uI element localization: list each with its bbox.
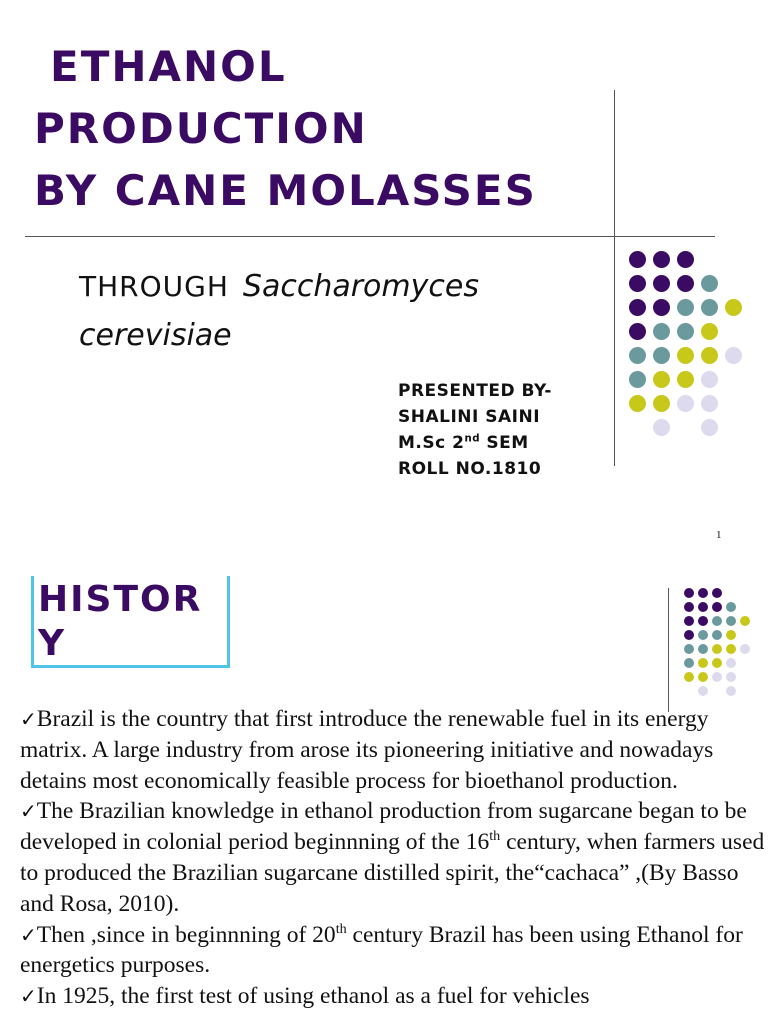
history-title: HISTORY bbox=[38, 579, 203, 664]
title-line-1: ETHANOL bbox=[50, 42, 287, 91]
decorative-dot bbox=[701, 419, 718, 436]
decorative-dot bbox=[701, 299, 718, 316]
decorative-dot bbox=[740, 616, 750, 626]
paragraph-text: century Brazil has been using Ethanol for energetics purposes. bbox=[20, 921, 743, 979]
page-number: 1 bbox=[716, 529, 722, 541]
paragraph-text: century, when farmers used to produced the Brazilian sugarcane distilled spirit, the“cachaca” ,(By Basso and Rosa, 2010). bbox=[20, 829, 765, 917]
decorative-dot bbox=[684, 644, 694, 654]
decorative-dot bbox=[684, 672, 694, 682]
decorative-dot bbox=[698, 588, 708, 598]
decorative-dot bbox=[698, 686, 708, 696]
decorative-dot bbox=[725, 347, 742, 364]
decorative-dot bbox=[726, 630, 736, 640]
decorative-dot bbox=[712, 602, 722, 612]
paragraph-text: Then ,since in beginnning of 20 bbox=[36, 921, 336, 948]
decorative-dot bbox=[629, 347, 646, 364]
paragraph-text: In 1925, the first test of using ethanol as a fuel for vehicles bbox=[36, 983, 590, 1010]
species-epithet: cerevisiae bbox=[79, 318, 232, 353]
decorative-dot bbox=[629, 323, 646, 340]
decorative-dot bbox=[726, 616, 736, 626]
checkmark-icon: ✓ bbox=[20, 922, 37, 947]
decorative-dot bbox=[677, 251, 694, 268]
course-suffix: SEM bbox=[480, 433, 529, 453]
decorative-dot bbox=[701, 395, 718, 412]
decorative-dot bbox=[653, 251, 670, 268]
subtitle bbox=[79, 262, 579, 360]
decorative-dot bbox=[740, 644, 750, 654]
decorative-dot bbox=[698, 602, 708, 612]
history-paragraph bbox=[20, 920, 765, 982]
history-paragraph bbox=[20, 704, 765, 796]
decorative-dot bbox=[653, 419, 670, 436]
decorative-dot bbox=[684, 602, 694, 612]
decorative-dot bbox=[701, 347, 718, 364]
decorative-dot bbox=[698, 658, 708, 668]
decorative-dot bbox=[677, 275, 694, 292]
decorative-dot bbox=[698, 644, 708, 654]
decorative-dot bbox=[653, 371, 670, 388]
decorative-dot bbox=[712, 616, 722, 626]
decorative-dot bbox=[653, 347, 670, 364]
decorative-dot bbox=[726, 644, 736, 654]
decorative-dot bbox=[677, 323, 694, 340]
decorative-dot bbox=[653, 323, 670, 340]
decorative-dot bbox=[629, 395, 646, 412]
checkmark-icon: ✓ bbox=[20, 984, 37, 1009]
paragraph-text: The Brazilian knowledge in ethanol production from sugarcane began to be developed in colonial period beginnning of the 16 bbox=[20, 798, 747, 856]
history-body bbox=[20, 704, 765, 1012]
paragraph-text: Brazil is the country that first introduce the renewable fuel in its energy matrix. A large industry from arose its pioneering initiative and nowadays detains most economically feasible process for bioethanol production. bbox=[20, 706, 714, 794]
decorative-dot bbox=[698, 630, 708, 640]
checkmark-icon: ✓ bbox=[20, 707, 37, 731]
decorative-dot bbox=[684, 616, 694, 626]
decorative-dot bbox=[701, 371, 718, 388]
presenter-name: SHALINI SAINI bbox=[398, 407, 541, 427]
decorative-dot bbox=[653, 275, 670, 292]
decorative-dot bbox=[726, 672, 736, 682]
decorative-dot bbox=[726, 602, 736, 612]
history-paragraph bbox=[20, 796, 765, 919]
decorative-dot bbox=[701, 275, 718, 292]
decorative-dot bbox=[712, 672, 722, 682]
decorative-dot bbox=[701, 323, 718, 340]
roll-number: ROLL NO.1810 bbox=[398, 459, 542, 479]
decorative-dot bbox=[684, 658, 694, 668]
presented-by-label: PRESENTED BY- bbox=[398, 381, 552, 401]
decorative-dot bbox=[712, 588, 722, 598]
course-line bbox=[398, 430, 552, 456]
decorative-dot bbox=[677, 299, 694, 316]
superscript: th bbox=[489, 828, 501, 845]
decorative-dot bbox=[629, 251, 646, 268]
decorative-dot bbox=[712, 630, 722, 640]
vertical-divider bbox=[614, 90, 615, 466]
decorative-dot bbox=[677, 395, 694, 412]
course-sup: nd bbox=[464, 433, 480, 445]
decorative-dot bbox=[629, 371, 646, 388]
decorative-dot bbox=[712, 658, 722, 668]
decorative-dot bbox=[726, 658, 736, 668]
decorative-dot bbox=[725, 299, 742, 316]
vertical-divider-small bbox=[668, 588, 669, 712]
decorative-dot bbox=[653, 395, 670, 412]
decorative-dot bbox=[698, 616, 708, 626]
history-paragraph bbox=[20, 981, 765, 1012]
decorative-dot bbox=[653, 299, 670, 316]
decorative-dot bbox=[629, 299, 646, 316]
species-genus: Saccharomyces bbox=[242, 269, 479, 304]
history-slide bbox=[0, 548, 768, 1024]
through-label: THROUGH bbox=[79, 270, 229, 303]
decorative-dot bbox=[629, 275, 646, 292]
horizontal-divider bbox=[25, 236, 715, 237]
decorative-dot bbox=[684, 630, 694, 640]
decorative-dot bbox=[677, 347, 694, 364]
title-line-2: PRODUCTION bbox=[34, 104, 368, 153]
title-line-3: BY CANE MOLASSES bbox=[34, 166, 537, 215]
presenter-info bbox=[398, 378, 552, 482]
decorative-dot bbox=[684, 588, 694, 598]
checkmark-icon: ✓ bbox=[20, 799, 37, 824]
superscript: th bbox=[335, 920, 347, 937]
decorative-dot bbox=[726, 686, 736, 696]
decorative-dot bbox=[677, 371, 694, 388]
decorative-dot bbox=[712, 644, 722, 654]
decorative-dot bbox=[698, 672, 708, 682]
course-prefix: M.Sc 2 bbox=[398, 433, 465, 453]
